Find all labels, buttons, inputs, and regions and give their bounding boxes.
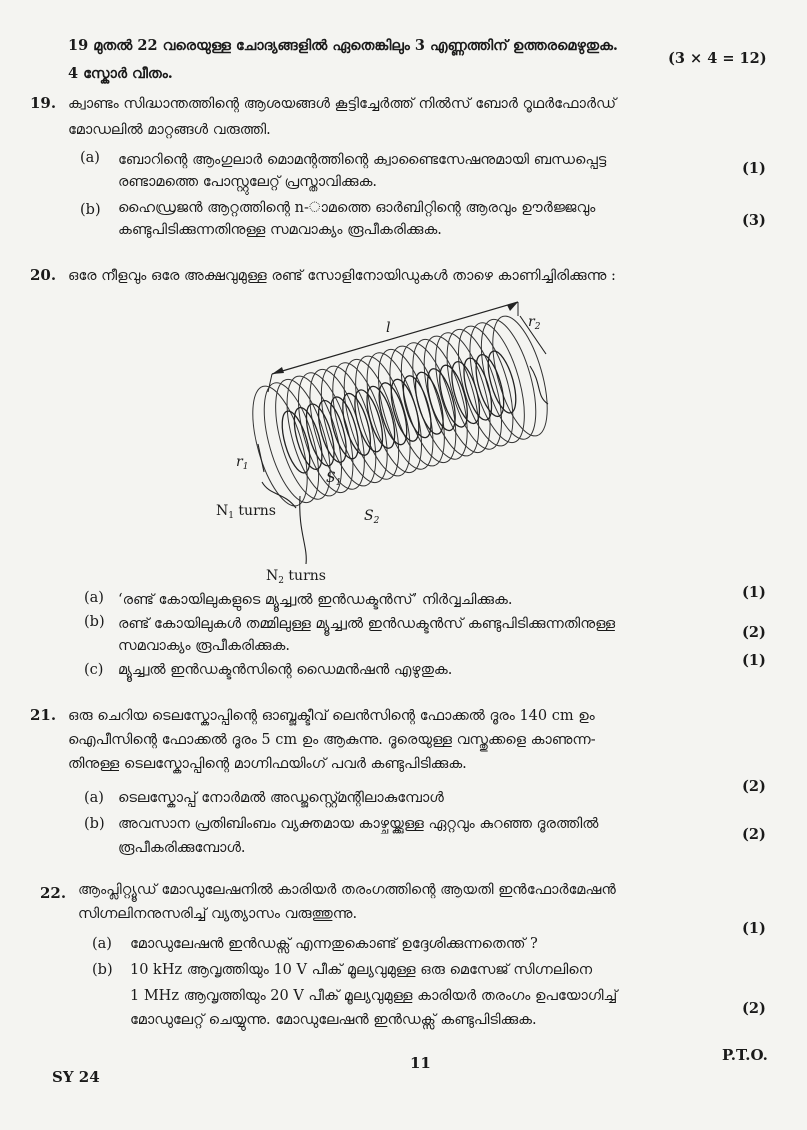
part-text-line: രണ്ട് കോയിലുകൾ തമ്മിലുള്ള മ്യൂച്ച്വൽ ഇൻഡക്ടൻസ് കണ്ടുപിടിക്കുന്നതിനുള്ള [118,616,616,632]
question-stem-line: ഒരേ നീളവും ഒരേ അക്ഷവുമുള്ള രണ്ട് സോളിനോയിഡുകൾ താഴെ കാണിച്ചിരിക്കുന്നു : [68,268,616,284]
part-label: (a) [84,590,104,606]
part-mark: (1) [742,584,766,601]
question-number: 19. [30,94,57,112]
question-stem-line: ആംപ്ലിറ്റ്യൂഡ് മോഡുലേഷനിൽ കാരിയർ തരംഗത്തിന്റെ ആയതി ഇൻഫോർമേഷൻ [78,882,616,898]
question-stem-line: ഐപീസിന്റെ ഫോക്കൽ ദൂരം 5 cm ഉം ആകുന്നു. ദൂരെയുള്ള വസ്തുക്കളെ കാണുന്ന- [68,732,596,748]
part-text-line: അവസാന പ്രതിബിംബം വ്യക്തമായ കാഴ്ചയ്ക്കുള്ള ഏറ്റവും കുറഞ്ഞ ദൂരത്തിൽ [118,816,599,832]
r1-label: $r_1$ [236,454,249,472]
part-text-line: 1 MHz ആവൃത്തിയും 20 V പീക് മൂല്യവുമുള്ള കാരിയർ തരംഗം ഉപയോഗിച്ച് [130,988,618,1004]
r1-dimension-line [258,444,264,472]
part-text-line: ഹൈഡ്രജൻ ആറ്റത്തിന്റെ n-ാമത്തെ ഓർബിറ്റിന്റെ ആരവും ഊർജ്ജവും [118,200,596,216]
part-text-line: ടെലസ്കോപ്പ് നോർമൽ അഡ്ജസ്റ്റ്മെന്റിലാകുമ്പോൾ [118,790,444,806]
part-text-line: രണ്ടാമത്തെ പോസ്റ്റുലേറ്റ് പ്രസ്താവിക്കുക. [118,174,378,190]
length-label: l [386,320,391,336]
question-stem-line: തിനുള്ള ടെലസ്കോപ്പിന്റെ മാഗ്നിഫയിംഗ് പവർ കണ്ടുപിടിക്കുക. [68,756,467,772]
question-stem-line: ഒരു ചെറിയ ടെലസ്കോപ്പിന്റെ ഓബ്ജക്ടീവ് ലെൻസിന്റെ ഫോക്കൽ ദൂരം 140 cm ഉം [68,708,595,724]
s2-label: $S_2$ [364,508,380,526]
part-mark: (2) [742,778,766,795]
instruction-line-2: 4 സ്കോർ വീതം. [68,65,173,82]
part-label: (a) [80,150,100,166]
part-mark: (3) [742,212,766,229]
extension-line [268,374,272,392]
part-label: (c) [84,662,104,678]
part-label: (b) [92,962,113,978]
part-text-line: മ്യൂച്ച്വൽ ഇൻഡക്ടൻസിന്റെ ഡൈമൻഷൻ എഴുതുക. [118,662,453,678]
part-text-line: കണ്ടുപിടിക്കുന്നതിനുള്ള സമവാക്യം രൂപീകരിക്കുക. [118,222,442,238]
question-stem-line: ക്വാണ്ടം സിദ്ധാന്തത്തിന്റെ ആശയങ്ങൾ കൂട്ടിച്ചേർത്ത് നിൽസ് ബോർ റൂഥർഫോർഡ് [68,96,617,112]
n1-label: $N_1$ turns [216,503,276,521]
lead-wire-n2 [300,496,307,564]
part-mark: (1) [742,652,766,669]
part-label: (b) [84,614,105,630]
part-label: (a) [84,790,104,806]
r2-label: $r_2$ [528,314,541,332]
solenoid-diagram [200,296,580,586]
question-number: 20. [30,266,57,284]
part-mark: (1) [742,920,766,937]
part-label: (b) [80,202,101,218]
part-text-line: മോഡുലേഷൻ ഇൻഡക്സ് എന്നതുകൊണ്ട് ഉദ്ദേശിക്കുന്നതെന്ത് ? [130,936,538,952]
part-text-line: സമവാക്യം രൂപീകരിക്കുക. [118,638,290,654]
pto-label: P.T.O. [722,1046,768,1064]
arrow-head [272,367,284,374]
part-label: (b) [84,816,105,832]
paper-code: SY 24 [52,1068,100,1086]
s1-label: $S_1$ [326,470,342,488]
instruction-line-1: 19 മുതൽ 22 വരെയുള്ള ചോദ്യങ്ങളിൽ ഏതെങ്കിലും 3 എണ്ണത്തിന് ഉത്തരമെഴുതുക. [68,37,618,54]
part-mark: (2) [742,1000,766,1017]
score-formula: (3 × 4 = 12) [668,50,767,67]
part-mark: (2) [742,624,766,641]
question-number: 21. [30,706,57,724]
part-text-line: മോഡുലേറ്റ് ചെയ്യുന്നു. മോഡുലേഷൻ ഇൻഡക്സ് കണ്ടുപിടിക്കുക. [130,1012,537,1028]
part-text-line: രൂപീകരിക്കുമ്പോൾ. [118,840,246,856]
part-mark: (2) [742,826,766,843]
question-number: 22. [40,884,67,902]
part-mark: (1) [742,160,766,177]
question-stem-line: സിഗ്നലിനനുസരിച്ച് വ്യത്യാസം വരുത്തുന്നു. [78,906,358,922]
part-label: (a) [92,936,112,952]
part-text-line: ‘രണ്ട് കോയിലുകളുടെ മ്യൂച്ച്വൽ ഇൻഡക്ടൻസ്’ നിർവ്വചിക്കുക. [118,592,513,608]
part-text-line: 10 kHz ആവൃത്തിയും 10 V പീക് മൂല്യവുമുള്ള ഒരു മെസേജ് സിഗ്നലിനെ [130,962,593,978]
part-text-line: ബോറിന്റെ ആംഗുലാർ മൊമന്റത്തിന്റെ ക്വാണ്ടൈസേഷനുമായി ബന്ധപ്പെട്ട [118,152,607,168]
n2-label: $N_2$ turns [266,568,326,586]
question-stem-line: മോഡലിൽ മാറ്റങ്ങൾ വരുത്തി. [68,122,271,138]
page-number: 11 [410,1054,431,1072]
